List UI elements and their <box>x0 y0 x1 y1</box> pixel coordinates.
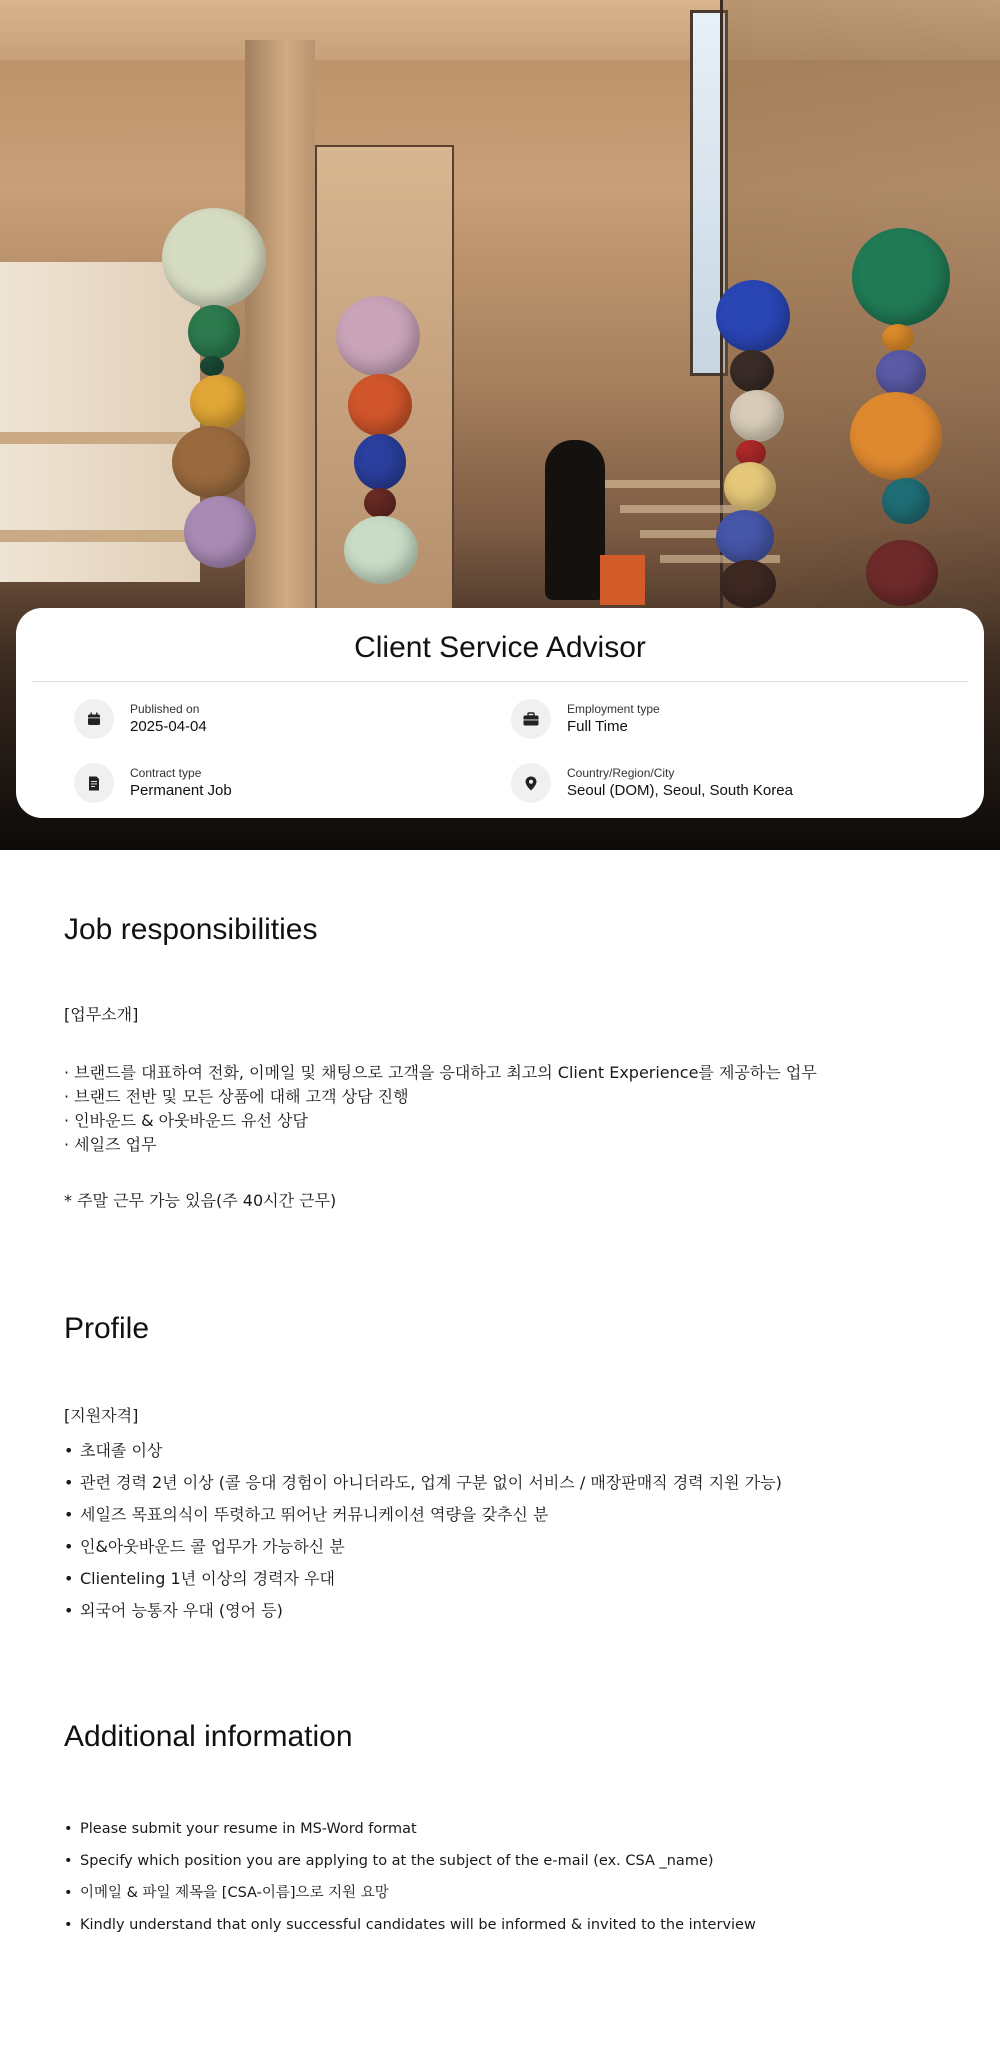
sculpture-ball <box>882 478 930 524</box>
sculpture-ball <box>730 350 774 392</box>
section-title-additional: Additional information <box>64 1720 353 1753</box>
contract-type-value: Permanent Job <box>130 782 232 799</box>
job-title: Client Service Advisor <box>354 631 646 664</box>
sculpture-ball <box>184 496 256 568</box>
meta-published-on <box>74 699 207 739</box>
list-item: • 인&아웃바운드 콜 업무가 가능하신 분 <box>64 1531 782 1563</box>
sculpture-ball <box>336 296 420 376</box>
list-item: • Clienteling 1년 이상의 경력자 우대 <box>64 1563 782 1595</box>
sculpture-ball <box>344 516 418 584</box>
stair-step <box>600 480 720 488</box>
meta-location <box>511 763 793 803</box>
sculpture-ball <box>188 305 240 359</box>
location-value: Seoul (DOM), Seoul, South Korea <box>567 782 793 799</box>
meta-employment-type <box>511 699 660 739</box>
sculpture-ball <box>882 324 914 352</box>
list-item: • 초대졸 이상 <box>64 1435 782 1467</box>
sculpture-ball <box>720 560 776 608</box>
sculpture-ball <box>850 392 942 480</box>
document-icon <box>74 763 114 803</box>
sculpture-ball <box>190 375 246 429</box>
list-item: • Specify which position you are applying to at the subject of the e-mail (ex. CSA _name) <box>64 1845 756 1877</box>
sculpture-ball <box>852 228 950 326</box>
meta-label: Employment type <box>567 702 660 716</box>
hero-image <box>0 0 1000 850</box>
briefcase-icon <box>511 699 551 739</box>
list-item: • 외국어 능통자 우대 (영어 등) <box>64 1595 782 1627</box>
shelf-board <box>0 530 190 542</box>
sculpture-ball <box>364 488 396 518</box>
sculpture-ball <box>724 462 776 512</box>
meta-label: Contract type <box>130 766 202 780</box>
meta-label: Published on <box>130 702 200 716</box>
sculpture-ball <box>866 540 938 606</box>
meta-contract-type <box>74 763 232 803</box>
stair-step <box>620 505 740 513</box>
profile-list <box>64 1435 782 1627</box>
responsibilities-intro: [업무소개] <box>64 1005 139 1024</box>
list-item: • 세일즈 목표의식이 뚜렷하고 뛰어난 커뮤니케이션 역량을 갖추신 분 <box>64 1499 782 1531</box>
responsibility-item: · 브랜드 전반 및 모든 상품에 대해 고객 상담 진행 <box>64 1087 409 1106</box>
responsibility-item: · 세일즈 업무 <box>64 1135 157 1154</box>
list-item: • 이메일 & 파일 제목을 [CSA-이름]으로 지원 요망 <box>64 1877 756 1909</box>
sculpture-ball <box>162 208 266 308</box>
shoe-shelf <box>0 262 200 582</box>
additional-info-list <box>64 1813 756 1941</box>
sculpture-ball <box>876 350 926 396</box>
shopper-figure <box>545 440 605 600</box>
profile-intro: [지원자격] <box>64 1406 139 1425</box>
sculpture-ball <box>172 426 250 498</box>
sculpture-ball <box>348 374 412 436</box>
location-pin-icon <box>511 763 551 803</box>
responsibility-item: · 인바운드 & 아웃바운드 유선 상담 <box>64 1111 308 1130</box>
shopping-bag <box>600 555 645 605</box>
sculpture-ball <box>716 510 774 564</box>
responsibility-note: * 주말 근무 가능 있음(주 40시간 근무) <box>64 1191 337 1210</box>
section-title-profile: Profile <box>64 1312 150 1345</box>
sculpture-ball <box>716 280 790 352</box>
calendar-icon <box>74 699 114 739</box>
sculpture-ball <box>730 390 784 442</box>
job-summary-card <box>16 608 984 818</box>
list-item: • Please submit your resume in MS-Word format <box>64 1813 756 1845</box>
stone-pillar <box>245 40 315 640</box>
published-date: 2025-04-04 <box>130 718 207 735</box>
list-item: • 관련 경력 2년 이상 (콜 응대 경험이 아니더라도, 업계 구분 없이 서비스 / 매장판매직 경력 지원 가능) <box>64 1467 782 1499</box>
section-title-responsibilities: Job responsibilities <box>64 913 318 946</box>
responsibility-item: · 브랜드를 대표하여 전화, 이메일 및 채팅으로 고객을 응대하고 최고의 Client Experience를 제공하는 업무 <box>64 1063 817 1082</box>
shelf-board <box>0 432 190 444</box>
list-item: • Kindly understand that only successful candidates will be informed & invited to the interview <box>64 1909 756 1941</box>
employment-type-value: Full Time <box>567 718 628 735</box>
meta-label: Country/Region/City <box>567 766 675 780</box>
sculpture-ball <box>200 356 224 376</box>
sculpture-ball <box>354 434 406 490</box>
card-divider <box>32 681 968 682</box>
